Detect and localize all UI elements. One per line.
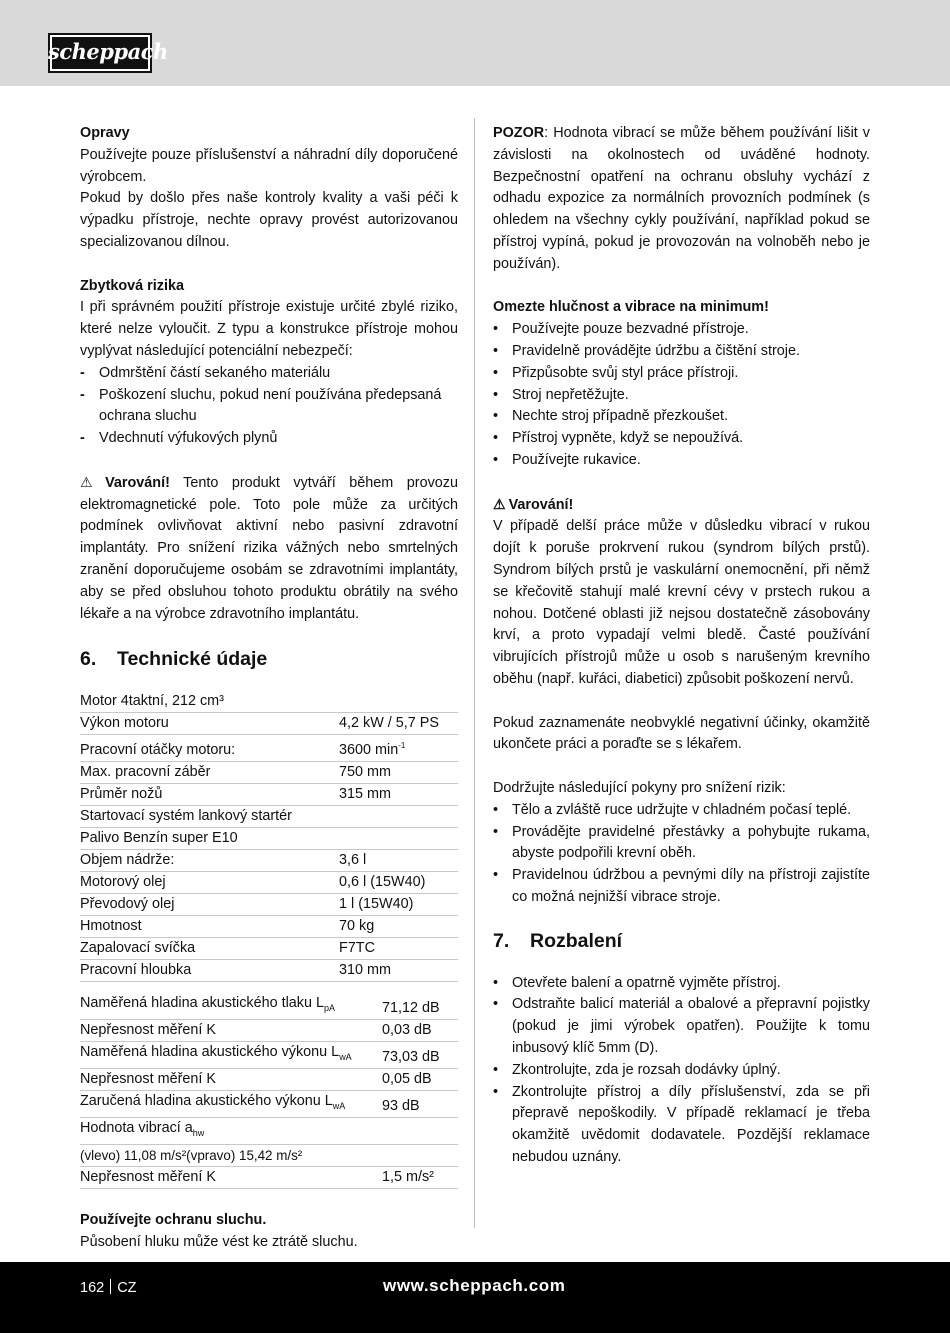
bullet-icon: • [493,386,499,403]
spec-row [80,762,458,784]
vibration-values-row [80,1144,458,1166]
spec-label: Hmotnost [80,916,339,938]
noise-value: 71,12 dB [382,993,458,1019]
unusual-effects-text: Pokud zaznamenáte neobvyklé negativní účinky, okamžitě ukončete práci a poraďte se s lékařem. [493,714,870,753]
risks-heading: Zbytková rizika [80,277,184,294]
spec-value-text: 3600 min [339,742,399,759]
bullet-icon: • [493,342,499,359]
spec-value-text: 750 mm [339,764,391,781]
spec-label: Pracovní hloubka [80,960,339,982]
noise-label-sub: pA [324,1003,336,1013]
noise-label-text: Naměřená hladina akustického výkonu L [80,1044,340,1060]
list-item [493,1082,870,1169]
spec-value-text: 315 mm [339,786,391,803]
noise-row [80,1068,458,1090]
spec-row [80,713,458,735]
spec-label: Motor 4taktní, 212 cm³ [80,691,339,713]
list-item [493,450,870,472]
noise-value: 93 dB [382,1090,458,1117]
noise-value: 0,03 dB [382,1020,458,1042]
warning-2-heading [493,494,870,517]
warning-label: Varování! [105,474,170,491]
header-bar [0,0,950,86]
risks-list [80,363,458,450]
noise-label-sub: wA [332,1100,346,1111]
bullet-icon: • [493,430,499,447]
vibration-label-sub: hw [192,1127,205,1138]
spec-label: Průměr nožů [80,784,339,806]
noise-row [80,1042,458,1069]
page-number: 162 [80,1280,105,1296]
spec-value [339,828,458,850]
spec-row [80,850,458,872]
section-number: 7. [493,929,510,952]
emf-warning [80,472,458,626]
spec-value [339,850,458,872]
list-item [493,341,870,363]
spec-value [339,735,458,762]
minimize-list [493,319,870,472]
list-item-text: Přístroj vypněte, když se nepoužívá. [512,430,744,447]
caution-label: POZOR [493,125,545,141]
spec-value [339,916,458,938]
spec-label: Palivo Benzín super E10 [80,828,339,850]
vibration-values: (vlevo) 11,08 m/s²(vpravo) 15,42 m/s² [80,1144,458,1166]
spec-label: Převodový olej [80,894,339,916]
spec-value [339,938,458,960]
bullet-icon: • [493,451,499,468]
spec-value [339,762,458,784]
bullet-icon: • [493,1083,499,1100]
list-item: - Poškození sluchu, pokud není používána předepsaná ochrana sluchu [80,385,458,429]
caution-paragraph [493,123,870,276]
spec-row [80,938,458,960]
noise-label-text: Nepřesnost měření K [80,1070,216,1087]
spec-value-text: F7TC [339,940,375,957]
list-item [493,973,870,995]
list-item-text: Odstraňte balicí materiál a obalové a přepravní pojistky (pokud je jimi výrobek opatřen). Použijte k tomu inbusový klíč 5mm (D). [512,996,870,1057]
list-item-text: Pravidelnou údržbou a pevnými díly na přístroji zajistíte co možná nejnižší vibrace stroje. [512,867,870,905]
spec-row [80,735,458,762]
noise-label [80,1042,382,1069]
bullet-icon: • [493,996,499,1013]
list-item [493,385,870,407]
website-link[interactable]: www.scheppach.com [383,1276,566,1295]
list-item-text: Používejte rukavice. [512,451,641,468]
page-indicator [80,1279,137,1296]
left-column [80,123,458,1254]
list-item: - Odmrštění částí sekaného materiálu [80,363,458,385]
spec-value [339,713,458,735]
section-number: 6. [80,648,97,671]
bullet-icon: • [493,1061,499,1078]
noise-value: 73,03 dB [382,1042,458,1069]
list-item [493,363,870,385]
vibration-k-value: 1,5 m/s² [382,1166,458,1188]
list-item [493,800,870,822]
repairs-heading: Opravy [80,125,130,141]
spec-row [80,784,458,806]
bullet-icon: • [493,364,499,381]
list-item [493,428,870,450]
minimize-heading: Omezte hlučnost a vibrace na minimum! [493,299,769,316]
noise-label [80,1090,382,1117]
spec-label: Zapalovací svíčka [80,938,339,960]
footer-bar [0,1262,950,1333]
warning-label: Varování! [508,496,574,513]
bullet-icon: • [493,823,499,840]
spec-value [339,784,458,806]
noise-table [80,993,458,1189]
spec-row [80,828,458,850]
list-item [493,994,870,1059]
spec-value [339,894,458,916]
list-item-text: Otevřete balení a opatrně vyjměte přístroj. [512,974,781,991]
spec-label: Max. pracovní záběr [80,762,339,784]
noise-label-sub: wA [339,1051,352,1062]
spec-label: Startovací systém lankový startér [80,806,339,828]
noise-label [80,1020,382,1042]
spec-value-text: 3,6 l [339,852,367,869]
spec-value-text: 1 l (15W40) [339,896,414,913]
list-item-text: Zkontrolujte přístroj a díly příslušenství, zda se při přepravě nepoškodily. V případě reklamací je třeba okamžitě uvědomit dodavatele. Pozdější reklamace nebudou uznány. [512,1083,870,1166]
repairs-text-1: Používejte pouze příslušenství a náhradní díly doporučené výrobcem. [80,146,458,185]
spec-value-text: 310 mm [339,962,391,979]
spec-value-text: 0,6 l (15W40) [339,874,426,891]
list-item [493,1060,870,1082]
right-column [493,123,870,1169]
follow-intro: Dodržujte následující pokyny pro snížení rizik: [493,779,786,796]
spec-value [339,806,458,828]
hearing-heading: Používejte ochranu sluchu. [80,1212,267,1229]
noise-value: 0,05 dB [382,1068,458,1090]
warning-icon: ⚠ [80,473,103,490]
vibration-row [80,1117,458,1144]
spec-value-text: 4,2 kW / 5,7 PS [339,715,439,732]
follow-list [493,800,870,909]
noise-row [80,1020,458,1042]
bullet-icon: • [493,974,499,991]
list-item: - Vdechnutí výfukových plynů [80,428,458,450]
language-code: CZ [117,1280,137,1296]
spec-value-text: 70 kg [339,918,375,935]
spec-label: Motorový olej [80,872,339,894]
list-item [493,865,870,909]
list-item-text: Tělo a zvláště ruce udržujte v chladném počasí teplé. [512,801,852,818]
list-item-text: Stroj nepřetěžujte. [512,386,629,403]
noise-row [80,1090,458,1117]
bullet-icon: • [493,867,499,884]
spec-row [80,806,458,828]
specs-table [80,691,458,982]
spec-row [80,894,458,916]
spec-label: Pracovní otáčky motoru: [80,735,339,762]
list-item-text: Používejte pouze bezvadné přístroje. [512,321,749,338]
list-item [493,319,870,341]
vibration-k-label: Nepřesnost měření K [80,1166,382,1188]
column-divider [474,118,475,1228]
bullet-icon: • [493,321,499,338]
spec-row [80,691,458,713]
noise-label [80,1068,382,1090]
bullet-icon: • [493,408,499,425]
bullet-icon: • [493,801,499,818]
risks-text: I při správném použití přístroje existuje určité zbylé riziko, které nelze vyloučit. Z typu a konstrukce přístroje mohou vyplývat následující potenciální nebezpečí: [80,299,458,359]
warning-text: Tento produkt vytváří během provozu elektromagnetické pole. Toto pole může za určitých podmínek ovlivňovat aktivní nebo pasivní zdravotní implantáty. Pro snížení rizika vážných nebo smrtelných zranění doporučujeme osobám se zdravotními implantáty, aby se před obsluhou tohoto produktu obrátily na svého lékaře a na výrobce zdravotního implantátu. [80,474,458,622]
list-item-text: Přizpůsobte svůj styl práce přístroji. [512,364,739,381]
section-7-heading [493,919,870,963]
warning-icon: ⚠ [493,495,506,512]
list-item-text: Provádějte pravidelné přestávky a pohybujte rukama, abyste podpořili krevní oběh. [512,823,870,862]
noise-label-text: Zaručená hladina akustického výkonu L [80,1092,333,1109]
noise-label [80,993,382,1019]
caution-text: : Hodnota vibrací se může během používání lišit v závislosti na okolnostech od uváděné hodnoty. Bezpečnostní opatření na ochranu obsluhy vychází z odhadu expozice za normálních provozních podmínek (s ohledem na všechny cykly používání, například pokud se přístroj vypíná, pokud je provozován na volnoběh nebo je používán). [493,125,870,272]
list-item-text: Zkontrolujte, zda je rozsah dodávky úplný. [512,1061,781,1078]
spec-label: Objem nádrže: [80,850,339,872]
spec-value [339,872,458,894]
list-item-text: Pravidelně provádějte údržbu a čištění stroje. [512,342,800,359]
noise-label-text: Naměřená hladina akustického tlaku L [80,995,324,1012]
warning-2-text: V případě delší práce může v důsledku vibrací v rukou dojít k poruše prokrvení rukou (syndrom bílých prstů). Syndrom bílých prstů je vaskulární onemocnění, při němž se křečovitě stahují malé krevní cévy v prstech rukou a nohou. Dotčené oblasti již nejsou dostatečně zásobovány krví, a proto vypadají velmi bledě. Časté používání vibrujících přístrojů může u osob s narušeným krevního oběhu (např. kuřáci, diabetici) způsobit poškození nervů. [493,518,870,687]
spec-value [339,960,458,982]
list-item [493,822,870,866]
hearing-text: Působení hluku může vést ke ztrátě sluchu. [80,1234,358,1251]
spec-row [80,872,458,894]
vibration-label-text: Hodnota vibrací a [80,1119,193,1136]
spec-row [80,960,458,982]
section-title: Technické údaje [117,648,268,671]
spec-row [80,916,458,938]
section-6-heading [80,637,458,681]
spec-unit-sup: -1 [398,741,406,751]
spec-label: Výkon motoru [80,713,339,735]
section-title: Rozbalení [530,929,623,952]
list-item [493,406,870,428]
spec-value [339,691,458,713]
unpack-list [493,973,870,1169]
vibration-k-row [80,1166,458,1188]
vibration-label [80,1117,458,1144]
repairs-text-2: Pokud by došlo přes naše kontroly kvality a vaši péči k výpadku přístroje, nechte opravy provést autorizovanou specializovanou dílnou. [80,190,458,250]
list-item-text: Nechte stroj případně přezkoušet. [512,408,728,425]
noise-label-text: Nepřesnost měření K [80,1022,216,1038]
brand-logo: scheppach [48,33,152,73]
noise-row [80,993,458,1019]
